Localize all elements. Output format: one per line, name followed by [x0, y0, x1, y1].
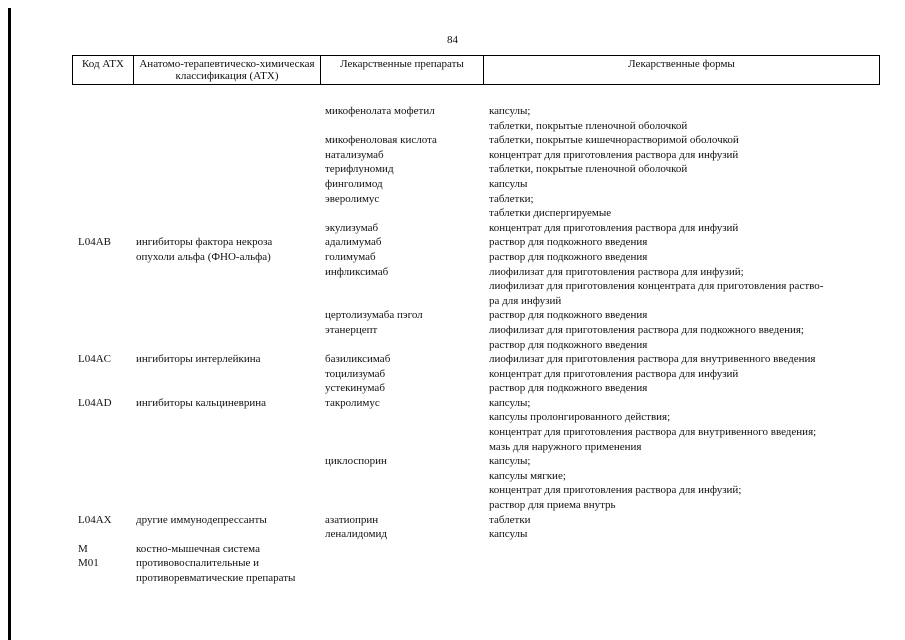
table-row — [78, 279, 888, 294]
atc-classification-cell — [136, 279, 325, 294]
dosage-form-cell: капсулы пролонгированного действия; — [489, 411, 671, 424]
table-row — [78, 410, 888, 425]
page-left-edge-line — [8, 8, 11, 640]
drug-name-cell: микофеноловая кислота — [325, 134, 437, 147]
atc-classification-cell: опухоли альфа (ФНО-альфа) — [136, 250, 271, 263]
atc-classification-cell — [136, 381, 325, 396]
dosage-form-cell: капсулы — [489, 528, 528, 541]
drug-name-cell — [325, 119, 489, 134]
dosage-form-cell: мазь для наружного применения — [489, 440, 642, 453]
atc-classification-cell — [136, 454, 325, 469]
dosage-form-cell: таблетки, покрытые пленочной оболочкой — [489, 163, 688, 176]
dosage-form-cell — [489, 556, 888, 585]
atc-classification-cell — [136, 440, 325, 455]
atc-classification-cell — [136, 221, 325, 236]
dosage-form-cell: концентрат для приготовления раствора для инфузий — [489, 148, 739, 161]
dosage-form-cell: концентрат для приготовления раствора для инфузий — [489, 221, 739, 234]
table-row — [78, 556, 888, 585]
atc-classification-cell — [136, 192, 325, 207]
atc-code-cell: L04AD — [78, 396, 112, 409]
dosage-form-cell: раствор для приема внутрь — [489, 499, 616, 512]
table-row — [78, 119, 888, 134]
table-row — [78, 513, 888, 528]
atc-classification-cell — [136, 410, 325, 425]
drug-name-cell: адалимумаб — [325, 236, 382, 249]
table-row — [78, 104, 888, 119]
dosage-form-cell: концентрат для приготовления раствора для инфузий; — [489, 484, 742, 497]
dosage-form-cell: таблетки, покрытые кишечнорастворимой оболочкой — [489, 134, 739, 147]
atc-code-cell — [78, 221, 136, 236]
atc-code-cell — [78, 250, 136, 265]
dosage-form-cell: лиофилизат для приготовления концентрата для приготовления раство- — [489, 280, 824, 293]
table-row — [78, 352, 888, 367]
table-row — [78, 148, 888, 163]
header-classification: Анатомо-терапевтическо-химическая классификация (АТХ) — [134, 56, 321, 85]
table-row — [78, 469, 888, 484]
table-row — [78, 483, 888, 498]
table-row — [78, 265, 888, 280]
atc-code-cell: M — [78, 542, 88, 555]
drug-name-cell: финголимод — [325, 177, 383, 190]
table-row — [78, 133, 888, 148]
drug-name-cell: эверолимус — [325, 192, 380, 205]
atc-code-cell — [78, 279, 136, 294]
atc-classification-cell — [136, 527, 325, 542]
drug-name-cell — [325, 556, 489, 585]
atc-code-cell — [78, 294, 136, 309]
atc-code-cell: L04AB — [78, 236, 111, 249]
table-row — [78, 542, 888, 557]
atc-classification-cell: противовоспалительные и противоревматические препараты — [136, 557, 296, 584]
table-row — [78, 162, 888, 177]
drug-name-cell: экулизумаб — [325, 221, 379, 234]
table-row — [78, 221, 888, 236]
atc-code-cell — [78, 308, 136, 323]
dosage-form-cell: раствор для подкожного введения — [489, 309, 648, 322]
drug-name-cell — [325, 469, 489, 484]
dosage-form-cell: лиофилизат для приготовления раствора для внутривенного введения — [489, 353, 816, 366]
dosage-form-cell: лиофилизат для приготовления раствора для подкожного введения; — [489, 323, 804, 336]
atc-classification-cell — [136, 308, 325, 323]
drug-name-cell: терифлуномид — [325, 163, 394, 176]
drug-name-cell: этанерцепт — [325, 323, 378, 336]
drug-name-cell: тоцилизумаб — [325, 367, 386, 380]
atc-code-cell — [78, 440, 136, 455]
atc-code-cell — [78, 498, 136, 513]
table-row — [78, 381, 888, 396]
atc-classification-cell: костно-мышечная система — [136, 542, 260, 555]
atc-classification-cell — [136, 294, 325, 309]
drug-name-cell — [325, 498, 489, 513]
drug-name-cell — [325, 206, 489, 221]
dosage-form-cell: раствор для подкожного введения — [489, 382, 648, 395]
atc-classification-cell — [136, 177, 325, 192]
header-drugs: Лекарственные препараты — [321, 56, 484, 85]
atc-classification-cell — [136, 498, 325, 513]
drug-name-cell: такролимус — [325, 396, 380, 409]
atc-classification-cell: ингибиторы кальциневрина — [136, 396, 267, 409]
table-row — [78, 367, 888, 382]
table-row — [78, 206, 888, 221]
atc-code-cell — [78, 192, 136, 207]
atc-code-cell: M01 — [78, 557, 99, 570]
atc-code-cell — [78, 162, 136, 177]
drug-name-cell: леналидомид — [325, 528, 387, 541]
dosage-form-cell: капсулы; — [489, 396, 531, 409]
atc-code-cell — [78, 367, 136, 382]
dosage-form-cell: капсулы — [489, 177, 528, 190]
atc-code-cell — [78, 177, 136, 192]
atc-code-cell — [78, 206, 136, 221]
table-row — [78, 294, 888, 309]
atc-classification-cell: другие иммунодепрессанты — [136, 513, 267, 526]
dosage-form-cell: таблетки — [489, 513, 531, 526]
drug-name-cell: цертолизумаба пэгол — [325, 309, 423, 322]
atc-code-cell — [78, 119, 136, 134]
header-code: Код АТХ — [73, 56, 134, 85]
atc-classification-cell — [136, 133, 325, 148]
atc-classification-cell — [136, 265, 325, 280]
atc-classification-cell — [136, 367, 325, 382]
drug-name-cell: микофенолата мофетил — [325, 105, 435, 117]
dosage-form-cell: раствор для подкожного введения — [489, 236, 648, 249]
atc-code-cell — [78, 338, 136, 353]
atc-classification-cell — [136, 148, 325, 163]
dosage-form-cell — [489, 542, 888, 557]
table-body — [78, 104, 888, 586]
atc-classification-cell — [136, 119, 325, 134]
drug-name-cell: базиликсимаб — [325, 353, 391, 366]
atc-code-cell — [78, 483, 136, 498]
atc-code-cell — [78, 469, 136, 484]
table-row — [78, 177, 888, 192]
atc-classification-cell — [136, 162, 325, 177]
dosage-form-cell: раствор для подкожного введения — [489, 250, 648, 263]
page-number: 84 — [447, 34, 458, 46]
dosage-form-cell: таблетки диспергируемые — [489, 207, 612, 220]
table-row — [78, 192, 888, 207]
table-row — [78, 396, 888, 411]
atc-classification-cell: ингибиторы фактора некроза — [136, 236, 273, 249]
dosage-form-cell: раствор для подкожного введения — [489, 338, 648, 351]
dosage-form-cell: концентрат для приготовления раствора для инфузий — [489, 367, 739, 380]
atc-code-cell — [78, 133, 136, 148]
dosage-form-cell: капсулы; — [489, 455, 531, 468]
table-header — [72, 55, 880, 85]
atc-code-cell — [78, 265, 136, 280]
dosage-form-cell: ра для инфузий — [489, 294, 562, 307]
atc-code-cell — [78, 148, 136, 163]
drug-name-cell — [325, 440, 489, 455]
drug-name-cell: натализумаб — [325, 148, 384, 161]
atc-classification-cell — [136, 425, 325, 440]
atc-classification-cell — [136, 483, 325, 498]
drug-name-cell — [325, 483, 489, 498]
drug-name-cell — [325, 425, 489, 440]
drug-name-cell — [325, 338, 489, 353]
table-row — [78, 250, 888, 265]
table-row — [78, 425, 888, 440]
table-row — [78, 527, 888, 542]
drug-name-cell: устекинумаб — [325, 382, 385, 395]
atc-code-cell — [78, 527, 136, 542]
table-row — [78, 235, 888, 250]
atc-code-cell — [78, 104, 136, 119]
atc-code-cell — [78, 381, 136, 396]
dosage-form-cell: капсулы мягкие; — [489, 469, 566, 482]
table-row — [78, 454, 888, 469]
dosage-form-cell: таблетки, покрытые пленочной оболочкой — [489, 119, 688, 132]
atc-classification-cell — [136, 469, 325, 484]
atc-classification-cell — [136, 104, 325, 119]
atc-code-cell: L04AX — [78, 513, 112, 526]
atc-code-cell: L04AC — [78, 353, 111, 366]
table-row — [78, 308, 888, 323]
table-row — [78, 323, 888, 338]
table-row — [78, 498, 888, 513]
dosage-form-cell: концентрат для приготовления раствора для внутривенного введения; — [489, 426, 817, 439]
atc-code-cell — [78, 454, 136, 469]
drug-name-cell: циклоспорин — [325, 455, 387, 468]
drug-name-cell — [325, 294, 489, 309]
drug-name-cell — [325, 542, 489, 557]
table-row — [78, 338, 888, 353]
atc-classification-cell — [136, 338, 325, 353]
atc-code-cell — [78, 323, 136, 338]
header-forms: Лекарственные формы — [484, 56, 880, 85]
atc-classification-cell — [136, 206, 325, 221]
atc-code-cell — [78, 410, 136, 425]
dosage-form-cell: лиофилизат для приготовления раствора для инфузий; — [489, 265, 744, 278]
drug-name-cell: азатиоприн — [325, 513, 379, 526]
table-row — [78, 440, 888, 455]
atc-classification-cell: ингибиторы интерлейкина — [136, 353, 261, 366]
atc-code-cell — [78, 425, 136, 440]
dosage-form-cell: таблетки; — [489, 192, 534, 205]
drug-name-cell: голимумаб — [325, 250, 376, 263]
drug-name-cell — [325, 279, 489, 294]
dosage-form-cell: капсулы; — [489, 105, 531, 117]
drug-name-cell — [325, 410, 489, 425]
atc-classification-cell — [136, 323, 325, 338]
drug-name-cell: инфликсимаб — [325, 265, 389, 278]
